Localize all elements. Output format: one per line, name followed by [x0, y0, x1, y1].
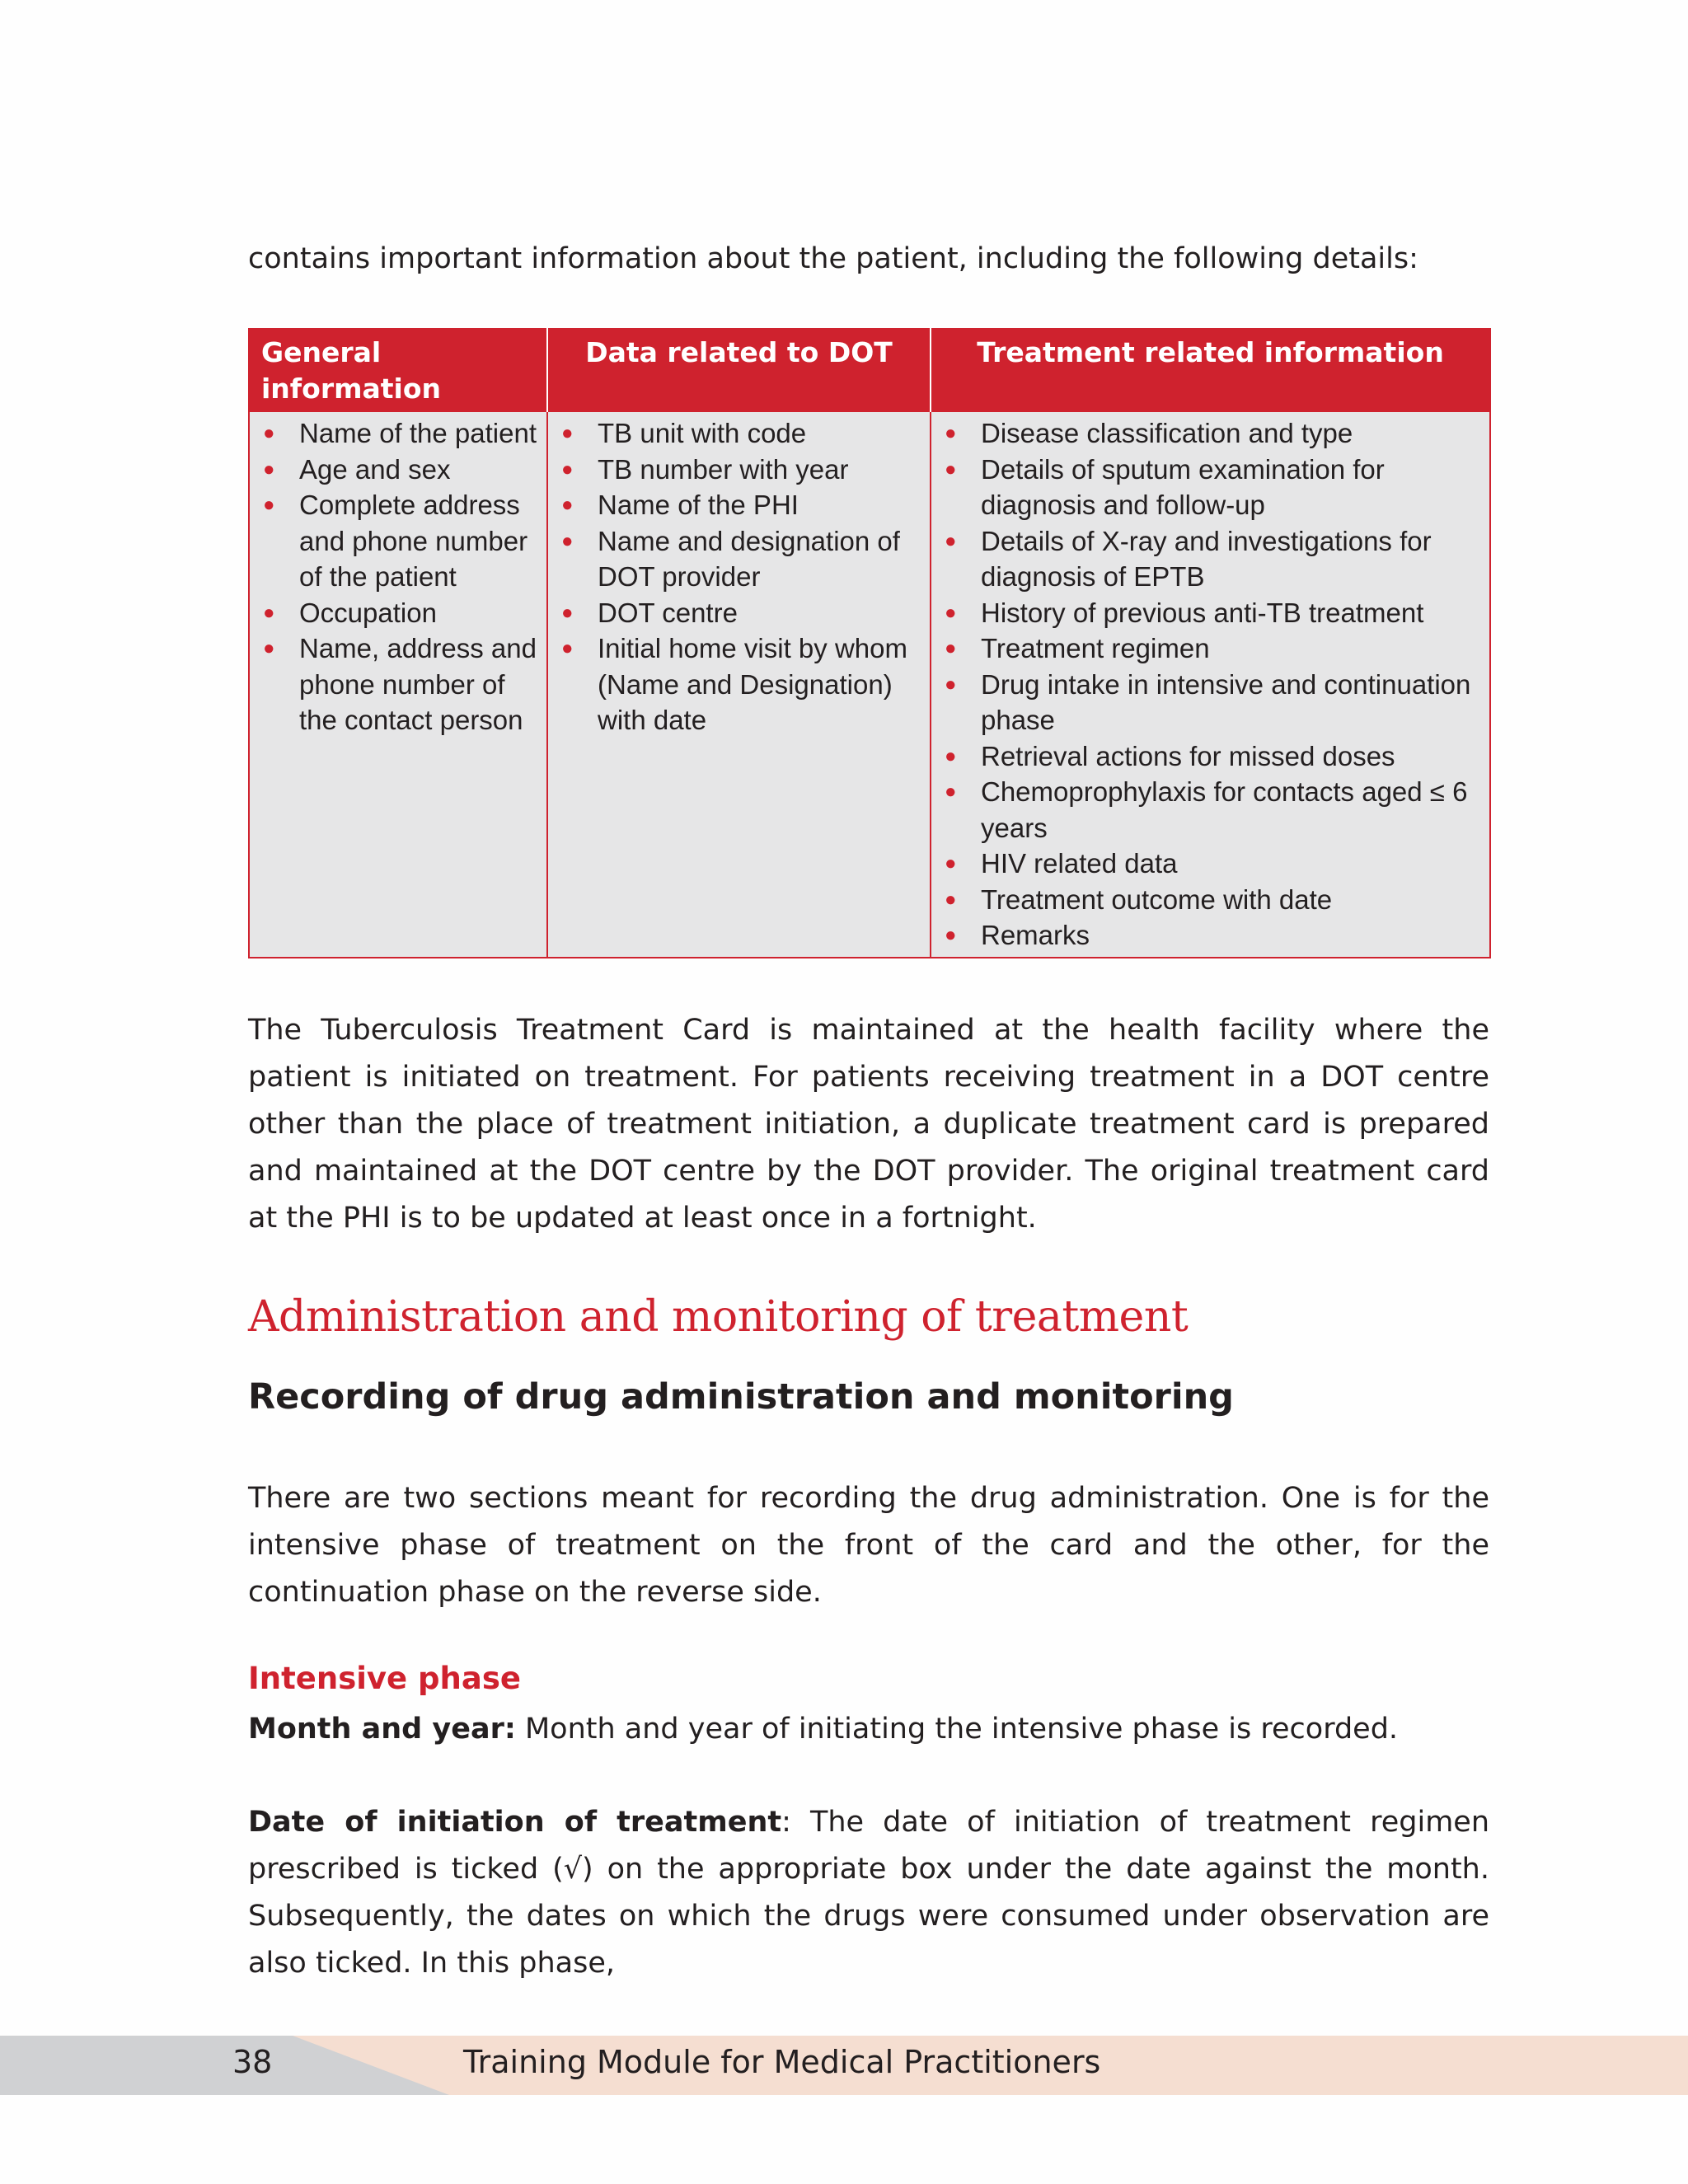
list-item: ● Details of sputum examination for diagnosis and follow-up: [943, 452, 1481, 523]
subsection-heading: Recording of drug administration and monitoring: [248, 1376, 1234, 1418]
list-item: ● Name of the PHI: [560, 487, 921, 523]
list-item: ● Disease classification and type: [943, 415, 1481, 452]
header-data-related-to-dot: Data related to DOT: [547, 329, 931, 411]
list-item: ● Occupation: [261, 595, 538, 631]
month-year-text: Month and year of initiating the intensive phase is recorded.: [515, 1713, 1399, 1746]
initiation-date-label: Date of initiation of treatment: [248, 1806, 782, 1839]
initiation-date-text: : The date of initiation of treatment regimen prescribed is ticked (√) on the appropriate box under the date against the month. Subsequently, the dates on which the drugs were consumed under observation are also ticked. In this phase,: [248, 1806, 1489, 1980]
list-item: ● Drug intake in intensive and continuation phase: [943, 667, 1481, 738]
page-footer: [0, 2036, 1688, 2095]
header-treatment-related-information: Treatment related information: [931, 329, 1490, 411]
treatment-information-cell: [931, 411, 1490, 958]
list-item: ● Name of the patient: [261, 415, 538, 452]
dot-data-list: [560, 415, 921, 738]
table-header-row: [249, 329, 1490, 411]
list-item: ● Age and sex: [261, 452, 538, 488]
table-body-row: [249, 411, 1490, 958]
intensive-phase-heading: Intensive phase: [248, 1661, 521, 1696]
treatment-information-list: [943, 415, 1481, 954]
patient-details-table: [248, 328, 1491, 958]
drug-administration-paragraph: There are two sections meant for recording the drug administration. One is for the intensive phase of treatment on the front of the card and the other, for the continuation phase on the reverse side.: [248, 1482, 1489, 1609]
list-item: ● Initial home visit by whom (Name and Designation) with date: [560, 630, 921, 738]
list-item: ● HIV related data: [943, 846, 1481, 882]
list-item: ● Name and designation of DOT provider: [560, 523, 921, 595]
list-item: ● TB number with year: [560, 452, 921, 488]
initiation-date-paragraph: [248, 1799, 1489, 1987]
month-year-label: Month and year:: [248, 1713, 516, 1746]
list-item: ● DOT centre: [560, 595, 921, 631]
list-item: ● Chemoprophylaxis for contacts aged ≤ 6 years: [943, 774, 1481, 846]
list-item: ● Details of X-ray and investigations for diagnosis of EPTB: [943, 523, 1481, 595]
intro-paragraph: contains important information about the patient, including the following details:: [248, 242, 1418, 275]
general-information-list: [261, 415, 538, 738]
list-item: ● Complete address and phone number of the patient: [261, 487, 538, 595]
list-item: ● Remarks: [943, 917, 1481, 954]
page-number: 38: [232, 2044, 273, 2080]
footer-title: Training Module for Medical Practitioners: [463, 2044, 1101, 2080]
dot-data-cell: [547, 411, 931, 958]
list-item: ● History of previous anti-TB treatment: [943, 595, 1481, 631]
list-item: ● Treatment regimen: [943, 630, 1481, 667]
treatment-card-paragraph: The Tuberculosis Treatment Card is maintained at the health facility where the patient is initiated on treatment. For patients receiving treatment in a DOT centre other than the place of treatment initiation, a duplicate treatment card is prepared and maintained at the DOT centre by the DOT provider. The original treatment card at the PHI is to be updated at least once in a fortnight.: [248, 1014, 1489, 1235]
list-item: ● Name, address and phone number of the contact person: [261, 630, 538, 738]
list-item: ● Treatment outcome with date: [943, 882, 1481, 918]
section-heading: Administration and monitoring of treatment: [248, 1292, 1189, 1342]
general-information-cell: [249, 411, 547, 958]
list-item: ● Retrieval actions for missed doses: [943, 738, 1481, 775]
month-year-paragraph: [248, 1706, 1489, 1753]
list-item: ● TB unit with code: [560, 415, 921, 452]
header-general-information: General information: [249, 329, 547, 411]
